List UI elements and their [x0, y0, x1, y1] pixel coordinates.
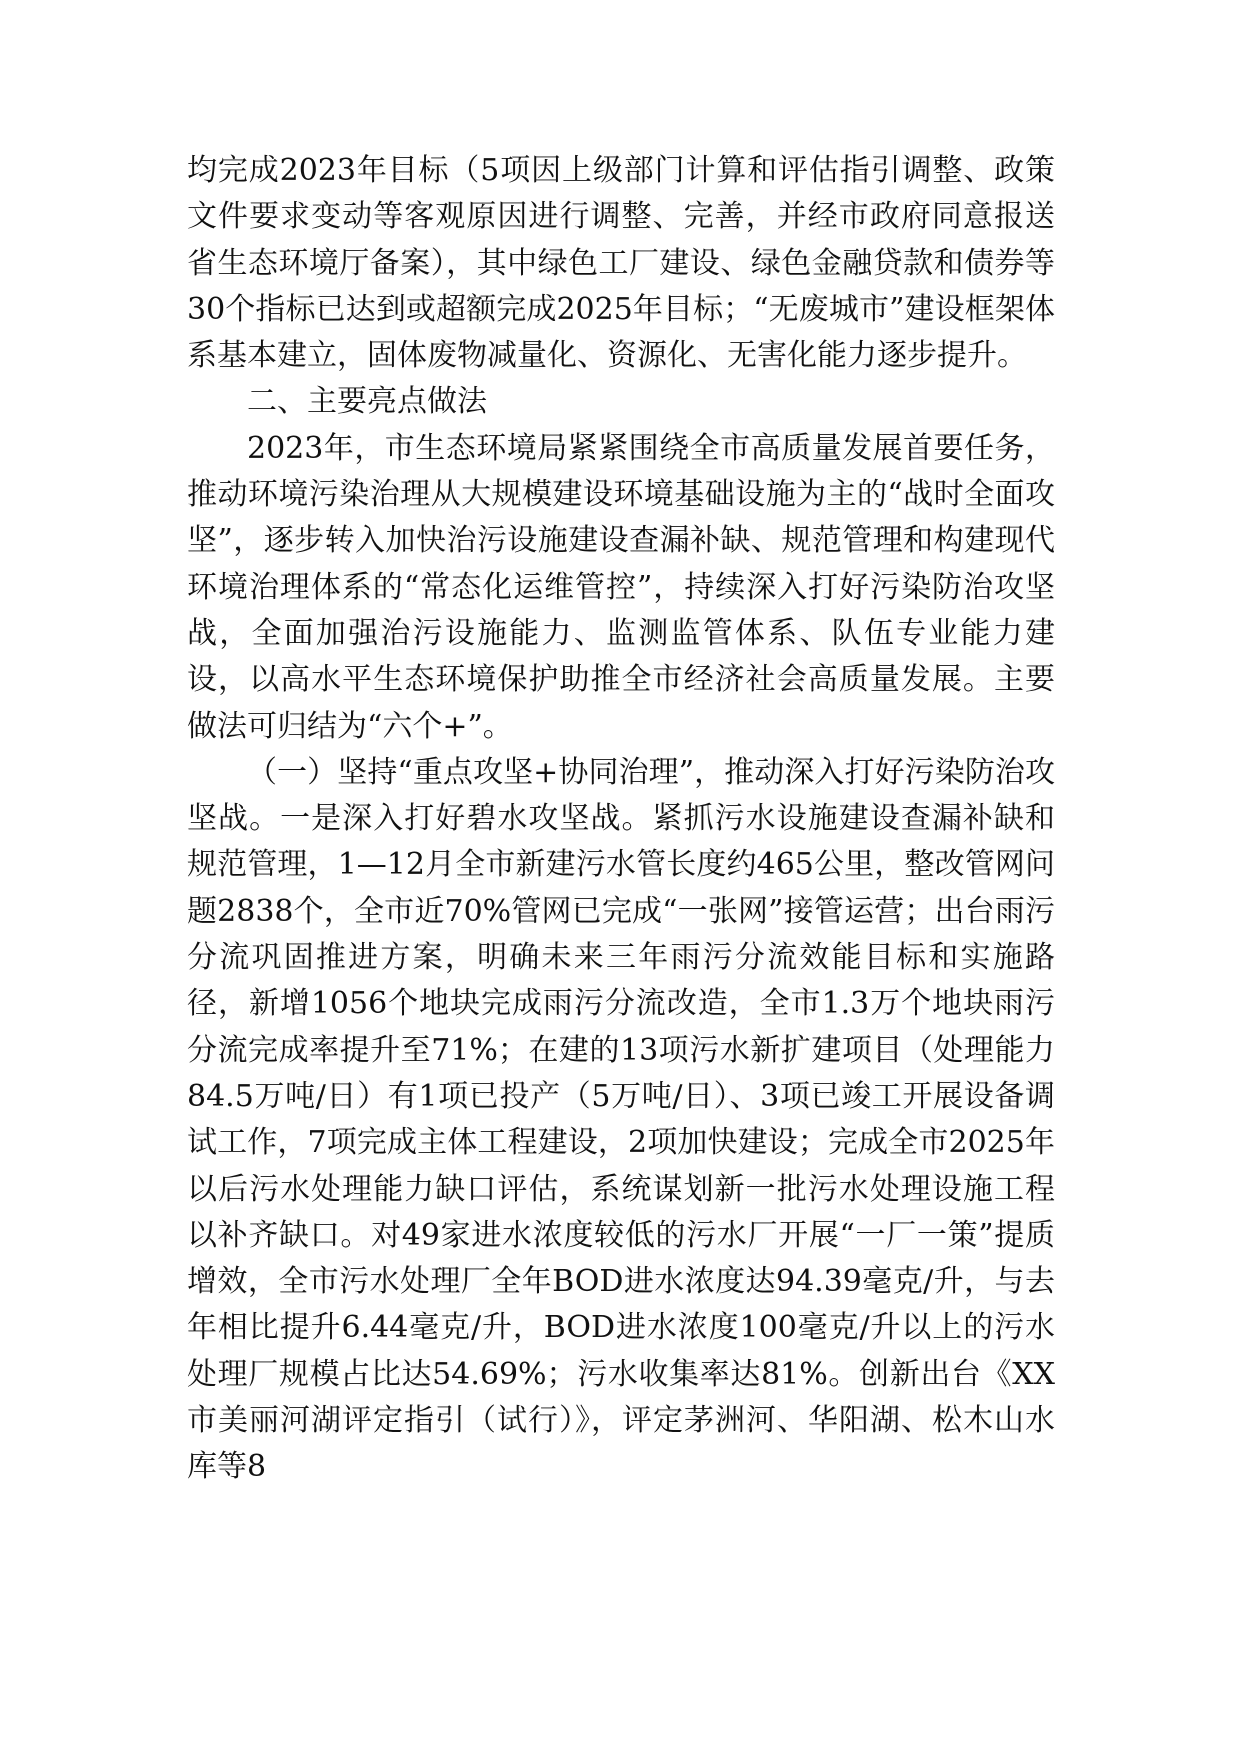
paragraph-continuation: 均完成2023年目标（5项因上级部门计算和评估指引调整、政策文件要求变动等客观原因进行调整、完善，并经市政府同意报送省生态环境厅备案），其中绿色工厂建设、绿色金融贷款和债券等30个指标已达到或超额完成2025年目标；“无废城市”建设框架体系基本建立，固体废物减量化、资源化、无害化能力逐步提升。: [187, 153, 1055, 374]
paragraph-item-one: （一）坚持“重点攻坚+协同治理”，推动深入打好污染防治攻坚战。一是深入打好碧水攻坚战。紧抓污水设施建设查漏补缺和规范管理，1—12月全市新建污水管长度约465公里，整改管网问题2838个，全市近70%管网已完成“一张网”接管运营；出台雨污分流巩固推进方案，明确未来三年雨污分流效能目标和实施路径，新增1056个地块完成雨污分流改造，全市1.3万个地块雨污分流完成率提升至71%；在建的13项污水新扩建项目（处理能力84.5万吨/日）有1项已投产（5万吨/日）、3项已竣工开展设备调试工作，7项完成主体工程建设，2项加快建设；完成全市2025年以后污水处理能力缺口评估，系统谋划新一批污水处理设施工程以补齐缺口。对49家进水浓度较低的污水厂开展“一厂一策”提质增效，全市污水处理厂全年BOD进水浓度达94.39毫克/升，与去年相比提升6.44毫克/升，BOD进水浓度100毫克/升以上的污水处理厂规模占比达54.69%；污水收集率达81%。创新出台《XX市美丽河湖评定指引（试行）》，评定茅洲河、华阳湖、松木山水库等8: [187, 754, 1055, 1485]
section-heading: 二、主要亮点做法: [247, 384, 487, 420]
document-page: [187, 148, 1055, 1491]
paragraph-overview: 2023年，市生态环境局紧紧围绕全市高质量发展首要任务，推动环境污染治理从大规模建设环境基础设施为主的“战时全面攻坚”，逐步转入加快治污设施建设查漏补缺、规范管理和构建现代环境治理体系的“常态化运维管控”，持续深入打好污染防治攻坚战，全面加强治污设施能力、监测监管体系、队伍专业能力建设，以高水平生态环境保护助推全市经济社会高质量发展。主要做法可归结为“六个+”。: [187, 430, 1055, 744]
